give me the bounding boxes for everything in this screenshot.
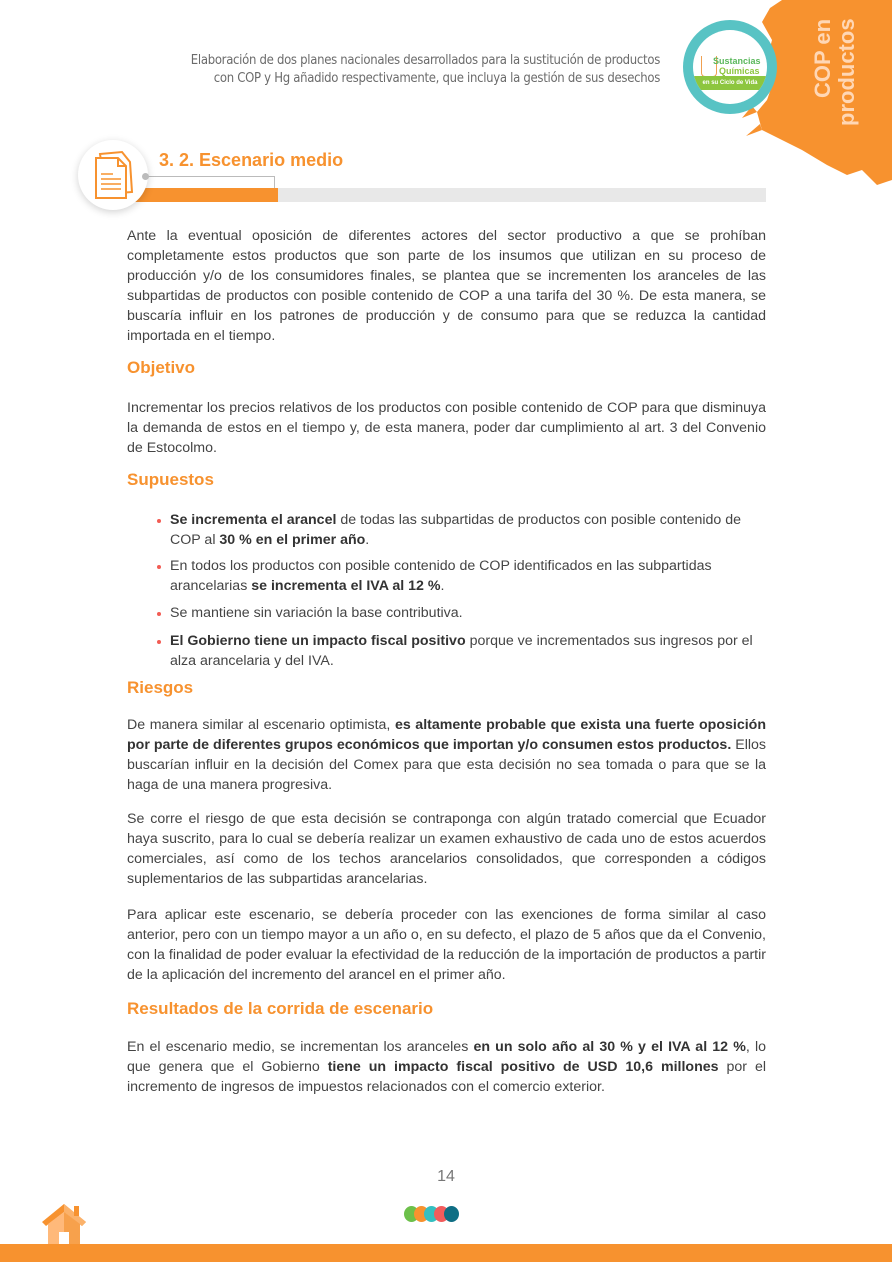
home-icon[interactable] xyxy=(40,1204,88,1246)
connector-dot xyxy=(142,173,149,180)
logo-title-2: Químicas xyxy=(719,66,760,76)
heading-objetivo: Objetivo xyxy=(127,358,196,377)
header-line-2: con COP y Hg añadido respectivamente, que incluya la gestión de sus desechos xyxy=(213,71,660,86)
list-item: En todos los productos con posible contenido de COP identificados en las subpartidas arancelarias se incrementa el IVA al 12 %. xyxy=(170,556,766,596)
resultados-paragraph: En el escenario medio, se incrementan los aranceles en un solo año al 30 % y el IVA al 12 %, lo que genera que el Gobierno tiene un impacto fiscal positivo de USD 10,6 millones por el incremento de ingresos de impuestos relacionados con el comercio exterior. xyxy=(127,1039,766,1095)
sustancias-quimicas-logo xyxy=(683,20,777,114)
logo-title-1: Sustancias xyxy=(713,56,761,66)
heading-riesgos: Riesgos xyxy=(127,678,194,697)
footer-bar xyxy=(0,1244,892,1262)
heading-supuestos: Supuestos xyxy=(127,470,214,489)
list-item: Se mantiene sin variación la base contributiva. xyxy=(170,603,766,623)
list-item: Se incrementa el arancel de todas las subpartidas de productos con posible contenido de COP al 30 % en el primer año. xyxy=(170,510,766,550)
riesgos-paragraph-3: Para aplicar este escenario, se debería proceder con las exenciones de forma similar al caso anterior, pero con un tiempo mayor a un año o, en su defecto, el plazo de 5 años que da el Convenio, con la finalidad de poder evaluar la efectividad de la reducción de la importación de productos a partir de la aplicación del incremento del arancel en el primer año. xyxy=(127,907,766,983)
section-bar-accent xyxy=(130,188,278,202)
riesgos-paragraph-2: Se corre el riesgo de que esta decisión se contraponga con algún tratado comercial que Ecuador haya suscrito, para lo cual se debería realizar un examen exhaustivo de cada uno de estos acuerdos comerciales, así como de los techos arancelarios consolidados, que corresponden a códigos suplementarios de las subpartidas arancelarias. xyxy=(127,811,766,887)
page-number: 14 xyxy=(437,1168,455,1185)
section-connector-line xyxy=(146,176,275,188)
section-icon-circle xyxy=(78,140,148,210)
riesgos-paragraph-1: De manera similar al escenario optimista, es altamente probable que exista una fuerte oposición por parte de diferentes grupos económicos que importan y/o consumen estos productos. Ellos buscarían influir en la decisión del Comex para que esta decisión no sea tomada o para que se la haga de una manera progresiva. xyxy=(127,717,766,793)
logo-band: en su Ciclo de Vida xyxy=(693,76,767,90)
header-line-1: Elaboración de dos planes nacionales desarrollados para la sustitución de productos xyxy=(190,53,660,68)
intro-paragraph: Ante la eventual oposición de diferentes actores del sector productivo a que se prohíban completamente estos productos que son parte de los insumos que utilizan en su proceso de producción y/o de los consumidores finales, se plantea que se incrementen los aranceles de las subpartidas de productos con posible contenido de COP a una tarifa del 30 %. De esta manera, se buscaría influir en los patrones de producción y de consumo para que se reduzca la cantidad importada en el tiempo. xyxy=(127,228,766,344)
document-icon xyxy=(78,140,148,210)
list-item: El Gobierno tiene un impacto fiscal positivo porque ve incrementados sus ingresos por el alza arancelaria y del IVA. xyxy=(170,631,766,671)
color-dots xyxy=(404,1206,454,1222)
side-title-line-2: productos xyxy=(834,18,859,126)
heading-resultados: Resultados de la corrida de escenario xyxy=(127,999,434,1018)
side-title-line-1: COP en xyxy=(810,18,835,98)
document-header xyxy=(150,52,660,88)
side-title xyxy=(800,20,870,140)
objetivo-paragraph: Incrementar los precios relativos de los productos con posible contenido de COP para que disminuya la demanda de estos en el tiempo y, de esta manera, poder dar cumplimiento al art. 3 del Convenio de Estocolmo. xyxy=(127,400,766,456)
color-dot xyxy=(444,1206,459,1222)
section-title: 3. 2. Escenario medio xyxy=(159,150,344,170)
